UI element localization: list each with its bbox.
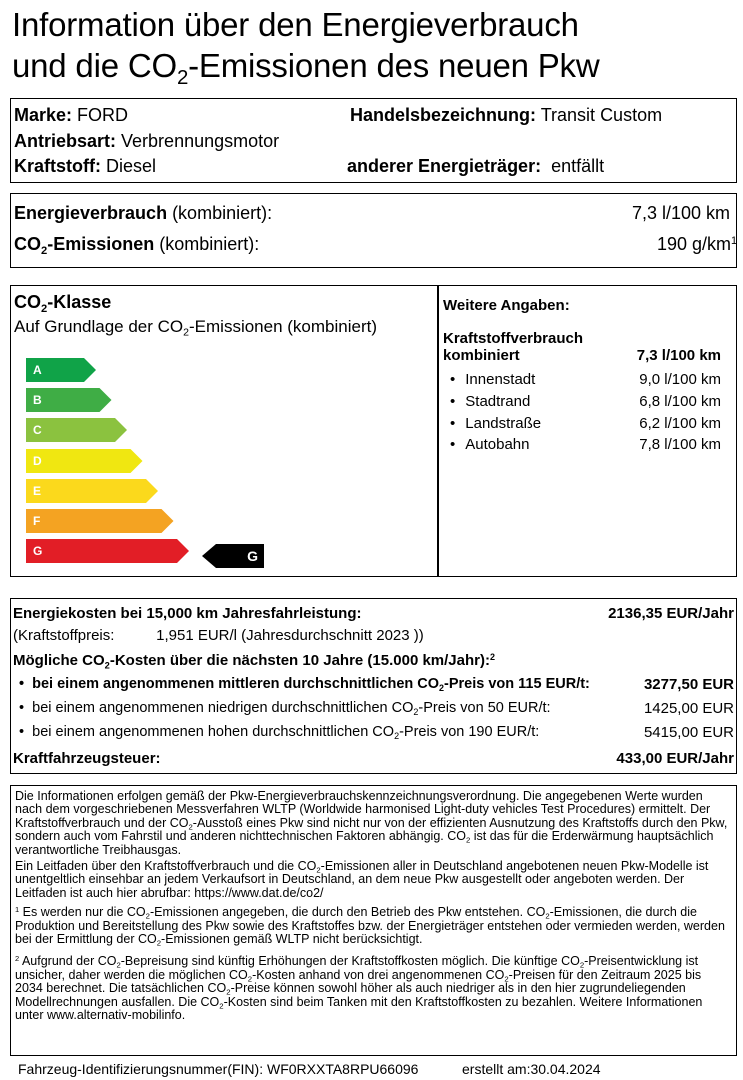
- fuel-consumption-item-value: 7,8 l/100 km: [639, 436, 721, 454]
- co2-class-bar-label: A: [33, 363, 42, 377]
- energy-consumption-value: 7,3 l/100 km: [631, 203, 730, 223]
- co2-cost-high-row: • bei einem angenommenen hohen durchschnittlichen $CO_2$-Preis von 190 EUR/t:: [19, 724, 540, 742]
- co2-class-bar-label: C: [33, 423, 42, 438]
- co2-class-divider: [437, 285, 439, 577]
- co2-costs-title: Mögliche $CO_2$-Kosten über die nächsten 10 Jahre (15.000 km/Jahr):$^2$: [13, 652, 496, 671]
- fuel-consumption-item-label: Stadtrand: [465, 392, 531, 410]
- brand-row: Marke: FORD: [14, 105, 129, 125]
- fuel-row: Kraftstoff: Diesel: [14, 156, 157, 176]
- fuel-consumption-item: [450, 414, 721, 433]
- notes-text: [15, 790, 732, 1023]
- co2-class-bar-f: [26, 509, 174, 533]
- vehicle-tax-value: 433,00 EUR/Jahr: [616, 750, 734, 767]
- fin-row: Fahrzeug-Identifizierungsnummer(FIN): WF0RXXTA8RPU66096: [18, 1061, 419, 1077]
- fuel-consumption-item-label: Innenstadt: [465, 371, 536, 388]
- note-paragraph-2: Ein Leitfaden über den Kraftstoffverbrauch und die $CO_2$-Emissionen aller in Deutschland angebotenen neuen Pkw-Modelle ist unentgeltlich einsehbar an jedem Verkaufsort in Deutschland, an dem neue Pkw ausgestellt oder angeboten werden. Der Leitfaden ist auch hier abrufbar: https://www.dat.de/co2/: [15, 859, 709, 900]
- fuel-consumption-label: Kraftstoffverbrauch kombiniert: [443, 330, 584, 364]
- co2-cost-high-value: 5415,00 EUR: [643, 724, 734, 741]
- co2-class-bar-b: [26, 388, 112, 412]
- co2-class-bar-label: D: [33, 453, 42, 468]
- co2-cost-low-value: 1425,00 EUR: [643, 700, 734, 717]
- bullet-icon: •: [450, 371, 456, 388]
- co2-class-bar-label: G: [33, 544, 43, 559]
- energy-costs-label: Energiekosten bei 15,000 km Jahresfahrleistung:: [13, 605, 362, 622]
- note-paragraph-footnote-1: $^1$ Es werden nur die $CO_2$-Emissionen angegeben, die durch den Betrieb des Pkw entstehen. $CO_2$-Emissionen, die durch die Produktion und Bereitstellung des Pkw sowie des Kraftstoffes bzw. der Energieträger entstehen oder vermieden werden, werden bei der Ermittlung der $CO_2$-Emissionen gemäß WLTP nicht berücksichtigt.: [15, 905, 725, 948]
- fuel-consumption-item-value: 6,2 l/100 km: [639, 414, 721, 432]
- co2-class-bar-a: [26, 358, 96, 382]
- fuel-consumption-combined-value: 7,3 l/100 km: [636, 347, 721, 364]
- fuel-consumption-item-label: Autobahn: [465, 436, 530, 454]
- trade-name-row: Handelsbezeichnung: Transit Custom: [350, 105, 663, 125]
- co2-class-bar-g: [26, 539, 189, 563]
- co2-class-bar-label: F: [33, 514, 41, 528]
- title-line-1: Information über den Energieverbrauch: [12, 6, 579, 43]
- fuel-consumption-item: [450, 370, 721, 389]
- further-info-title: Weitere Angaben:: [443, 297, 570, 314]
- co2-emissions-value: 190 $g/km^1$: [656, 234, 737, 254]
- note-paragraph-1: Die Informationen erfolgen gemäß der Pkw-Energieverbrauchskennzeichnungsverordnung. Die angegebenen Werte wurden nach dem vorgeschriebenen Messverfahren WLTP (Worldwide harmonised Light-duty vehicles Test Procedures) ermittelt. Der Kraftstoffverbrauch und der $CO_2$-Ausstoß eines Pkw sind nicht nur von der effizienten Ausnutzung des Kraftstoffs durch den Pkw, sondern auch vom Fahrstil und anderen nichttechnischen Faktoren abhängig. $CO_2$ ist das für die Erderwärmung hauptsächlich verantwortliche Treibhausgas.: [15, 789, 728, 857]
- fuel-consumption-item-value: 9,0 l/100 km: [639, 371, 721, 388]
- co2-class-subtitle: Auf Grundlage der $CO_2$-Emissionen (kombiniert): [14, 317, 378, 339]
- note-paragraph-footnote-2: $^2$ Aufgrund der $CO_2$-Bepreisung sind künftig Erhöhungen der Kraftstoffkosten möglich. Die künftige $CO_2$-Preisentwicklung ist unsicher, daher werden die möglichen $CO_2$-Kosten anhand von drei angenommenen $CO_2$-Preisen für den Zeitraum 2025 bis 2034 berechnet. Die tatsächlichen $CO_2$-Preise können sowohl höher als auch niedriger als in den hier zugrundeliegenden Modellrechnungen ausfallen. Die $CO_2$-Kosten sind beim Tanken mit den Kraftstoffkosten zu bezahlen. Weitere Informationen unter www.alternativ-mobilinfo.: [15, 954, 703, 1023]
- title-line-2: und die $CO_2$-Emissionen des neuen Pkw: [12, 47, 600, 90]
- vehicle-tax-label: Kraftfahrzeugsteuer:: [13, 750, 161, 767]
- energy-consumption-label: Energieverbrauch (kombiniert):: [14, 203, 273, 223]
- created-date-row: erstellt am:30.04.2024: [462, 1061, 601, 1077]
- bullet-icon: •: [450, 392, 456, 410]
- co2-cost-mid-value: 3277,50 EUR: [643, 676, 734, 693]
- current-class-label: G: [247, 548, 258, 564]
- drive-type-row: Antriebsart: Verbrennungsmotor: [14, 131, 280, 151]
- bullet-icon: •: [450, 436, 456, 454]
- co2-class-bar-label: E: [33, 483, 42, 498]
- fuel-price-row: (Kraftstoffpreis: 1,951 EUR/l (Jahresdurchschnitt 2023 )): [13, 627, 424, 644]
- other-energy-row: anderer Energieträger: entfällt: [347, 156, 605, 176]
- fuel-consumption-item: [450, 435, 721, 454]
- energy-costs-value: 2136,35 EUR/Jahr: [608, 605, 734, 622]
- fuel-consumption-item-value: 6,8 l/100 km: [639, 392, 721, 410]
- page-title: [12, 4, 737, 90]
- co2-class-bar-label: B: [33, 393, 42, 408]
- co2-emissions-label: $CO_2$-Emissionen (kombiniert):: [14, 234, 260, 257]
- fuel-consumption-item: [450, 392, 721, 411]
- co2-cost-low-row: • bei einem angenommenen niedrigen durchschnittlichen $CO_2$-Preis von 50 EUR/t:: [19, 700, 551, 718]
- co2-class-bar-c: [26, 418, 127, 442]
- bullet-icon: •: [450, 414, 456, 432]
- co2-class-title: $CO_2$-Klasse: [14, 292, 112, 315]
- fuel-consumption-item-label: Landstraße: [465, 414, 542, 432]
- current-class-marker: [202, 544, 264, 568]
- co2-class-bar-d: [26, 449, 143, 473]
- co2-class-bar-e: [26, 479, 158, 503]
- co2-cost-mid-row: • bei einem angenommenen mittleren durchschnittlichen $CO_2$-Preis von 115 EUR/t:: [19, 676, 590, 694]
